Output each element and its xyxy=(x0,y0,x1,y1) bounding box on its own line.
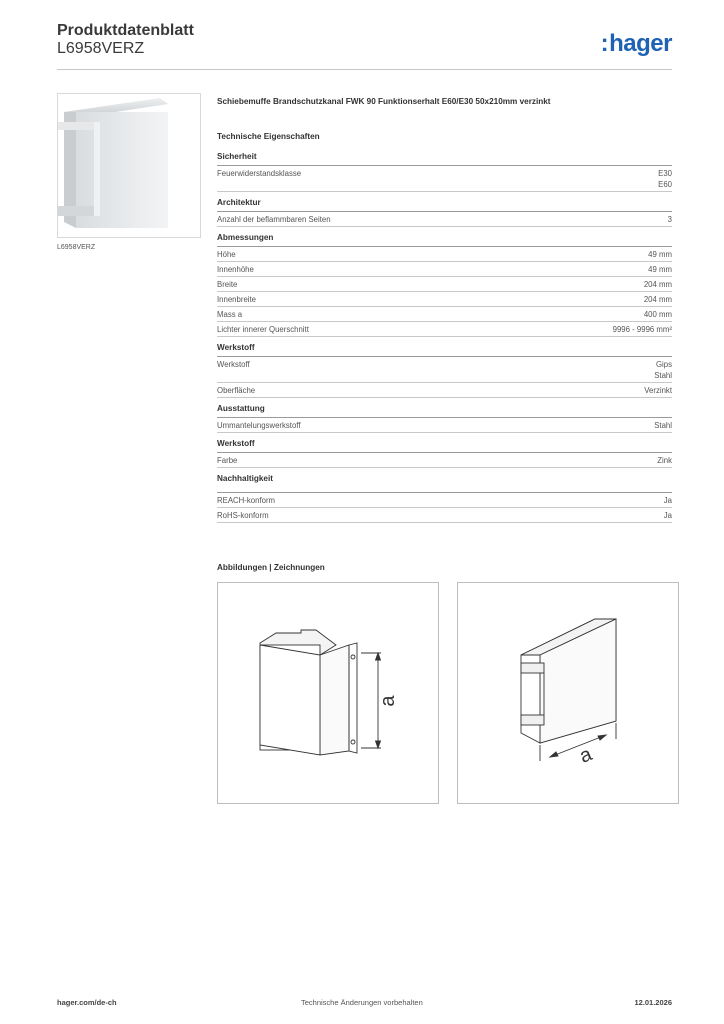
spec-value: 400 mm xyxy=(643,310,672,319)
section-werkstoff-farbe xyxy=(217,439,672,468)
drawings-heading: Abbildungen | Zeichnungen xyxy=(217,563,325,572)
dimension-label: a xyxy=(377,695,399,707)
article-number: L6958VERZ xyxy=(57,40,145,57)
spec-row xyxy=(217,247,672,262)
section-title: Werkstoff xyxy=(217,439,672,453)
product-photo-image xyxy=(58,94,200,237)
dimension-label: a xyxy=(576,743,596,768)
spec-row xyxy=(217,493,672,508)
spec-value: Verzinkt xyxy=(644,386,672,395)
spec-row xyxy=(217,508,672,523)
spec-value-line: E60 xyxy=(658,180,672,189)
section-title: Architektur xyxy=(217,198,672,212)
section-architektur xyxy=(217,198,672,227)
spec-value: 204 mm xyxy=(643,280,672,289)
tech-heading: Technische Eigenschaften xyxy=(217,132,320,141)
spec-row xyxy=(217,277,672,292)
section-title: Abmessungen xyxy=(217,233,672,247)
spec-content xyxy=(217,97,672,523)
spec-label: Lichter innerer Querschnitt xyxy=(217,325,309,334)
spec-row xyxy=(217,292,672,307)
spec-label: Breite xyxy=(217,280,238,289)
product-description: Schiebemuffe Brandschutzkanal FWK 90 Funktionserhalt E60/E30 50x210mm verzinkt xyxy=(217,97,551,106)
spec-value xyxy=(654,359,672,381)
spec-label: Mass a xyxy=(217,310,243,319)
spec-label: RoHS-konform xyxy=(217,511,269,520)
spec-value-line: Stahl xyxy=(654,371,672,380)
spec-label: Höhe xyxy=(217,250,236,259)
spec-label: REACH-konform xyxy=(217,496,276,505)
spec-value: Ja xyxy=(663,496,672,505)
spec-row xyxy=(217,307,672,322)
drawing-front-svg xyxy=(218,583,438,803)
footer-notice: Technische Änderungen vorbehalten xyxy=(301,998,423,1007)
section-sicherheit xyxy=(217,152,672,192)
spec-row xyxy=(217,453,672,468)
spec-row xyxy=(217,357,672,383)
spec-value-line: Gips xyxy=(655,360,672,369)
spec-label: Feuerwiderstandsklasse xyxy=(217,169,302,178)
spec-value xyxy=(658,168,672,190)
spec-label: Innenbreite xyxy=(217,295,257,304)
drawing-side-svg xyxy=(458,583,678,803)
product-photo xyxy=(57,93,201,238)
spec-label: Farbe xyxy=(217,456,238,465)
spec-value-line: E30 xyxy=(658,169,672,178)
footer-website[interactable]: hager.com/de-ch xyxy=(57,998,117,1007)
spec-label: Innenhöhe xyxy=(217,265,254,274)
spec-value: 49 mm xyxy=(648,265,672,274)
spec-value: 9996 - 9996 mm² xyxy=(612,325,672,334)
section-abmessungen xyxy=(217,233,672,337)
spec-value: 3 xyxy=(667,215,672,224)
spec-value: Zink xyxy=(657,456,672,465)
page-header xyxy=(57,20,672,70)
spec-value: 204 mm xyxy=(643,295,672,304)
spec-label: Werkstoff xyxy=(217,360,250,369)
section-title: Ausstattung xyxy=(217,404,672,418)
section-nachhaltigkeit xyxy=(217,474,672,523)
spec-value: Ja xyxy=(663,511,672,520)
spec-label: Anzahl der beflammbaren Seiten xyxy=(217,215,331,224)
hager-logo: :hager xyxy=(600,30,672,57)
section-ausstattung xyxy=(217,404,672,433)
footer-date: 12.01.2026 xyxy=(634,998,672,1007)
drawing-front-view xyxy=(217,582,439,804)
section-title: Sicherheit xyxy=(217,152,672,166)
spec-row xyxy=(217,212,672,227)
photo-caption: L6958VERZ xyxy=(57,244,96,251)
spec-value: Stahl xyxy=(654,421,672,430)
logo-text: hager xyxy=(609,30,672,57)
section-title: Werkstoff xyxy=(217,343,672,357)
spec-value: 49 mm xyxy=(648,250,672,259)
drawing-side-view xyxy=(457,582,679,804)
section-werkstoff xyxy=(217,343,672,398)
spec-label: Ummantelungswerkstoff xyxy=(217,421,301,430)
section-title: Nachhaltigkeit xyxy=(217,474,672,493)
spec-row xyxy=(217,418,672,433)
spec-label: Oberfläche xyxy=(217,386,256,395)
spec-row xyxy=(217,262,672,277)
document-title: Produktdatenblatt xyxy=(57,22,194,39)
spec-row xyxy=(217,383,672,398)
spec-row xyxy=(217,322,672,337)
spec-row xyxy=(217,166,672,192)
